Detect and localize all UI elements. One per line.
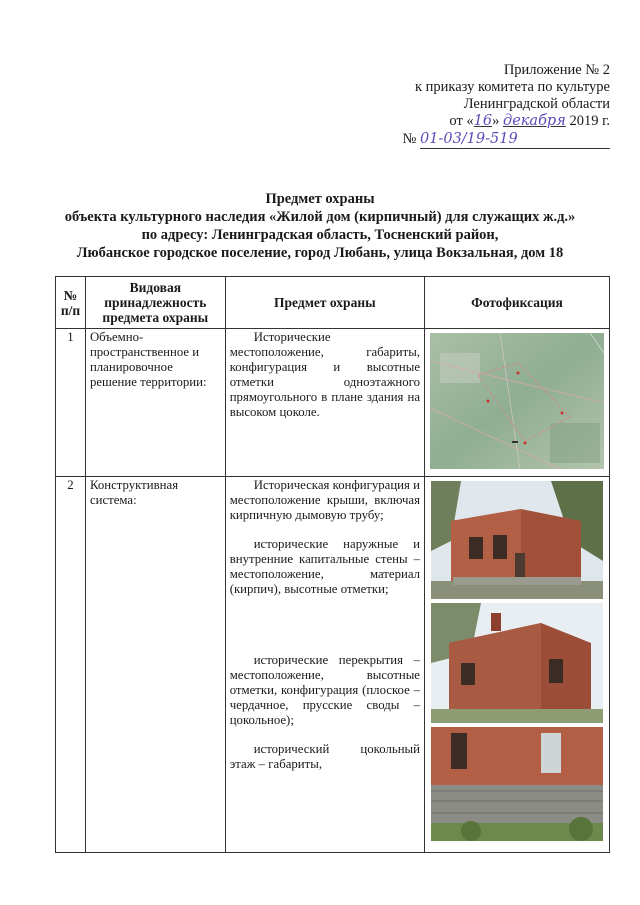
handwritten-day: 16 (473, 113, 493, 129)
handwritten-number: 01-03/19-519 (420, 131, 518, 147)
building-photo-3 (431, 727, 603, 841)
row-number: 1 (56, 329, 86, 477)
row-photo (425, 477, 610, 853)
region-name: Ленинградской области (463, 96, 610, 112)
building-photo-1 (431, 481, 603, 599)
header-photo: Фотофиксация (425, 277, 610, 329)
table-row (56, 329, 610, 477)
row-type: Конструктивная система: (85, 477, 225, 853)
row-subject: Историческая конфигурация и местоположение крыши, включая кирпичную дымовую трубу; исторические наружные и внутренние капитальные стены – местоположение, материал (кирпич), высотные отметки; исторические перекрытия – местоположение, высотные отметки, конфигурация (плоское – чердачное, прусские своды – цокольное); исторический цокольный этаж – габариты, (225, 477, 424, 853)
header-num: № п/п (56, 277, 86, 329)
row-type: Объемно-пространственное и планировочное решение территории: (85, 329, 225, 477)
document-title: Предмет охраны объекта культурного наследия «Жилой дом (кирпичный) для служащих ж.д.» по адресу: Ленинградская область, Тосненский район, Любанское городское поселение, город Любань, улица Вокзальная, дом 18 (64, 191, 576, 261)
row-photo (425, 329, 610, 477)
order-date: от «16» декабря 2019 г. (449, 113, 610, 129)
table-header-row (56, 277, 610, 329)
header-subject: Предмет охраны (225, 277, 424, 329)
order-reference: к приказу комитета по культуре (414, 79, 610, 95)
row-subject: Исторические местоположение, габариты, конфигурация и высотные отметки одноэтажного прямоугольного в плане здания на высоком цоколе. (225, 329, 424, 477)
site-map-image (430, 333, 604, 469)
building-photo-2 (431, 603, 603, 723)
document-header (403, 62, 610, 149)
protection-table (55, 276, 610, 853)
appendix-label: Приложение № 2 (503, 62, 610, 78)
header-type: Видовая принадлежность предмета охраны (85, 277, 225, 329)
row-number: 2 (56, 477, 86, 853)
table-row (56, 477, 610, 853)
order-number: № 01-03/19-519 (403, 131, 610, 149)
handwritten-month: декабря (503, 113, 566, 129)
